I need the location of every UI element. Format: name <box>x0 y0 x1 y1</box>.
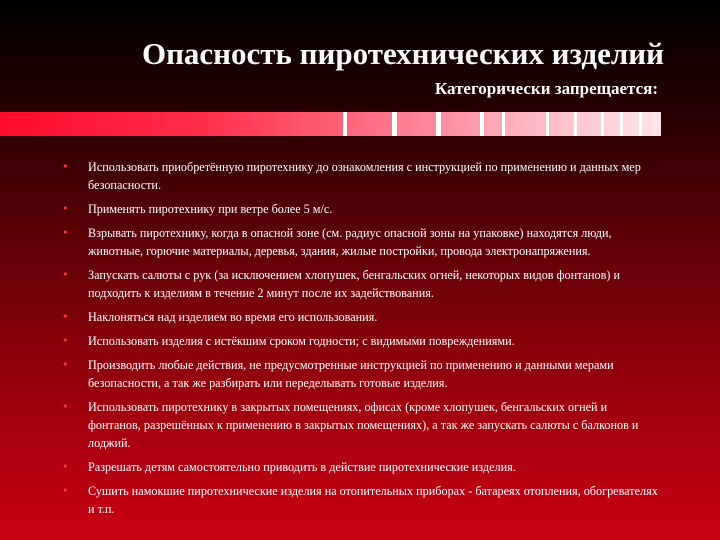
slide-subtitle: Категорически запрещается: <box>434 79 658 98</box>
list-item <box>62 398 662 452</box>
list-item-text: Использовать приобретённую пиротехнику до ознакомления с инструкцией по применению и данных мер безопасности. <box>88 160 641 192</box>
bar-stripe <box>601 112 604 136</box>
bullet-icon: • <box>62 400 69 413</box>
slide-title: Опасность пиротехнических изделий <box>141 36 664 71</box>
bar-stripe <box>392 112 397 136</box>
bullet-icon: • <box>62 226 69 239</box>
bullet-icon: • <box>62 358 69 371</box>
list-item <box>62 308 662 326</box>
bar-stripe <box>574 112 577 136</box>
bullet-icon: • <box>62 334 69 347</box>
list-item-text: Применять пиротехнику при ветре более 5 м/с. <box>88 202 333 216</box>
prohibitions-list <box>62 158 662 524</box>
list-item <box>62 482 662 518</box>
bullet-icon: • <box>62 310 69 323</box>
bar-stripe <box>546 112 549 136</box>
decorative-gradient-bar <box>0 112 661 136</box>
list-item <box>62 200 662 218</box>
list-item-text: Наклоняться над изделием во время его использования. <box>88 310 378 324</box>
bullet-icon: • <box>62 484 69 497</box>
list-item <box>62 266 662 302</box>
list-item <box>62 356 662 392</box>
list-item-text: Запускать салюты с рук (за исключением хлопушек, бенгальских огней, некоторых видов фонтанов) и подходить к изделиям в течение 2 минут после их задействования. <box>88 268 620 300</box>
bar-stripe <box>620 112 623 136</box>
bullet-icon: • <box>62 202 69 215</box>
bullet-icon: • <box>62 460 69 473</box>
bar-stripe <box>343 112 347 136</box>
list-item-text: Разрешать детям самостоятельно приводить в действие пиротехнические изделия. <box>88 460 516 474</box>
list-item <box>62 158 662 194</box>
bar-stripe <box>639 112 642 136</box>
list-item-text: Сушить намокшие пиротехнические изделия на отопительных приборах - батареях отопления, обогревателях и т.п. <box>88 484 658 516</box>
bar-stripe <box>436 112 441 136</box>
list-item-text: Производить любые действия, не предусмотренные инструкцией по применению и данными мерами безопасности, а так же разбирать или переделывать готовые изделия. <box>88 358 614 390</box>
list-item <box>62 332 662 350</box>
bar-stripe <box>480 112 484 136</box>
list-item-text: Взрывать пиротехнику, когда в опасной зоне (см. радиус опасной зоны на упаковке) находятся люди, животные, горючие материалы, деревья, здания, жилые постройки, провода электронапряжения. <box>88 226 612 258</box>
bullet-icon: • <box>62 160 69 173</box>
bullet-icon: • <box>62 268 69 281</box>
bar-stripe <box>502 112 505 136</box>
list-item <box>62 224 662 260</box>
list-item-text: Использовать пиротехнику в закрытых помещениях, офисах (кроме хлопушек, бенгальских огней и фонтанов, разрешённых к применению в закрытых помещениях), а так же запускать салюты с балконов и лоджий. <box>88 400 639 450</box>
list-item <box>62 458 662 476</box>
list-item-text: Использовать изделия с истёкшим сроком годности; с видимыми повреждениями. <box>88 334 515 348</box>
